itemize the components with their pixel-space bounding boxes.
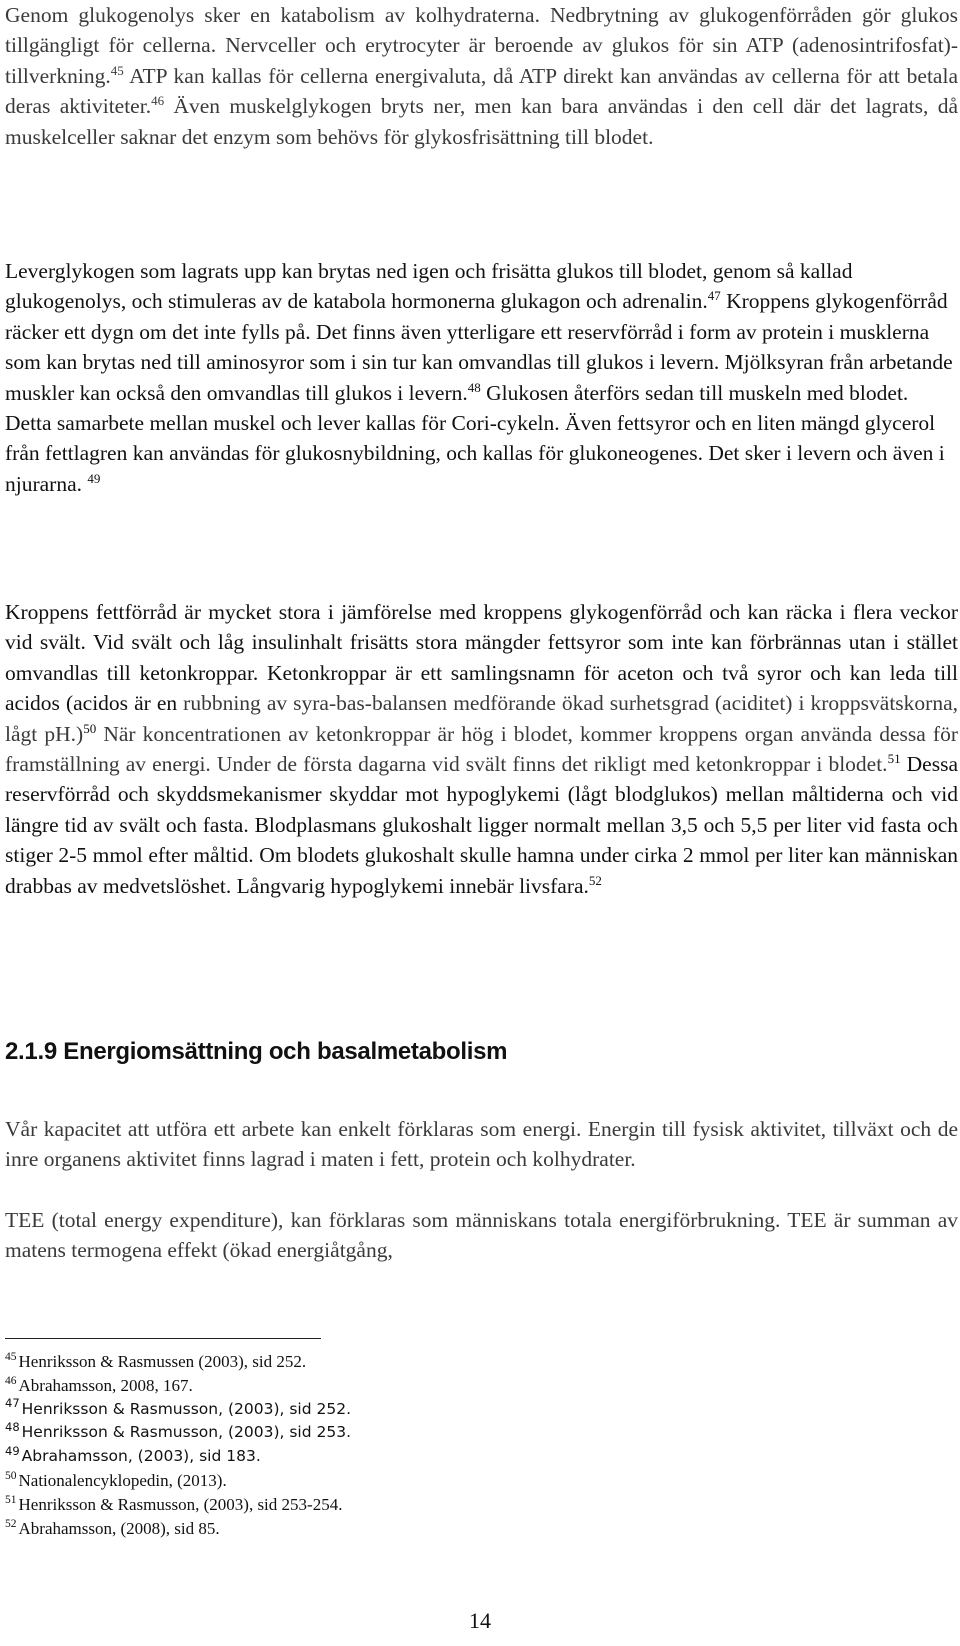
paragraph-fettforrad [5,597,958,901]
paragraph-text: Kroppens glykogenförråd räcker ett dygn om det inte fylls på. Det finns även ytterligare ett reservförråd i form av protein i musklerna som kan brytas ned till aminosyror som i sin tur kan omvandlas till glukos i levern. Mjölksyran från arbetande muskler kan också den omvandlas till glukos i levern. [5,289,953,405]
section-heading: 2.1.9 Energiomsättning och basalmetabolism [5,1038,508,1065]
footnote-divider [5,1338,321,1339]
footnote-number: 45 [5,1351,17,1364]
footnote-item [5,1517,905,1541]
paragraph-kapacitet: Vår kapacitet att utföra ett arbete kan enkelt förklaras som energi. Energin till fysisk aktivitet, tillväxt och de inre organens aktivitet finns lagrad i maten i fett, protein och kolhydrater. [5,1117,958,1172]
paragraph-text: Genom glukogenolys sker en katabolism av kolhydraterna. Nedbrytning av glukogenförråden gör glukos tillgängligt för cellerna. Nervceller och erytrocyter är beroende av glukos för sin ATP (adenosintrifosfat)-tillverkning. [5,3,958,88]
footnote-item [5,1398,905,1422]
footnote-ref[interactable]: 50 [83,720,97,736]
paragraph-text: Dessa reservförråd och skyddsmekanismer skyddar mot hypoglykemi (lågt blodglukos) mellan måltiderna och vid längre tid av svält och fasta. Blodplasmans glukoshalt ligger normalt mellan 3,5 och 5,5 per liter vid fasta och stiger 2-5 mmol efter måltid. Om blodets glukoshalt skulle hamna under cirka 2 mmol per liter kan människan drabbas av medvetslöshet. Långvarig hypoglykemi innebär livsfara. [5,752,958,898]
footnote-number: 47 [5,1396,20,1411]
footnote-ref[interactable]: 48 [467,379,481,395]
footnote-ref[interactable]: 45 [110,62,124,78]
footnote-number: 49 [5,1444,20,1459]
paragraph-text: rubbning av syra-bas-balansen medförande ökad surhetsgrad (aciditet) i kroppsvätskorna, lågt pH.) [5,691,958,746]
footnote-item [5,1350,905,1374]
paragraph-text: Leverglykogen som lagrats upp kan brytas ned igen och frisätta glukos till blodet, genom så kallad glukogenolys, och stimuleras av de katabola hormonerna glukagon och adrenalin. [5,259,853,314]
footnote-ref[interactable]: 49 [87,470,101,486]
page-number: 14 [469,1608,491,1633]
footnote-item [5,1445,905,1469]
paragraph-tee: TEE (total energy expenditure), kan förklaras som människans totala energiförbrukning. TEE är summan av matens termogena effekt (ökad energiåtgång, [5,1208,958,1263]
footnote-ref[interactable]: 52 [588,872,602,888]
footnote-ref[interactable]: 46 [151,93,165,109]
footnote-number: 48 [5,1420,20,1435]
footnote-ref[interactable]: 47 [707,288,721,304]
paragraph-glukogenolys [5,0,958,152]
footnote-item [5,1374,905,1398]
footnote-number: 52 [5,1517,17,1530]
footnote-number: 46 [5,1375,17,1388]
footnote-text: Henriksson & Rasmusson, (2003), sid 252. [21,1399,352,1418]
footnote-item [5,1421,905,1445]
paragraph-leverglykogen [5,256,958,499]
footnote-text: Nationalencyklopedin, (2013). [18,1470,227,1490]
footnote-item [5,1469,905,1493]
footnote-number: 51 [5,1494,17,1507]
footnote-text: Abrahamsson, (2003), sid 183. [21,1447,261,1466]
paragraph-text: När koncentrationen av ketonkroppar är hög i blodet, kommer kroppens organ använda dessa för framställning av energi. Under de första dagarna vid svält finns det rikligt med ketonkroppar i blodet. [5,721,958,777]
paragraph-text: Kroppens fettförråd är mycket stora i jämförelse med kroppens glykogenförråd och kan räcka i flera veckor vid svält. Vid svält och låg insulinhalt frisätts stora mängder fettsyror som inte kan förbrännas utan i stället omvandlas till ketonkroppar. Ketonkroppar är ett samlingsnamn för aceton och två syror och kan leda till acidos (acidos är en [5,600,958,716]
footnote-text: Abrahamsson, 2008, 167. [18,1375,193,1395]
footnote-text: Henriksson & Rasmussen (2003), sid 252. [18,1352,307,1371]
paragraph-text: Glukosen återförs sedan till muskeln med blodet. Detta samarbete mellan muskel och lever kallas för Cori-cykeln. Även fettsyror och en liten mängd glycerol från fettlagren kan användas för glukosnybildning, och kallas för glukoneogenes. Det sker i levern och även i njurarna. [5,380,945,496]
footnote-text: Henriksson & Rasmusson, (2003), sid 253. [21,1423,352,1442]
footnote-ref[interactable]: 51 [887,750,901,766]
footnotes [5,1350,905,1540]
paragraph-text: ATP kan kallas för cellerna energivaluta, då ATP direkt kan användas av cellerna för att betala deras aktiviteter. [5,63,958,119]
footnote-text: Abrahamsson, (2008), sid 85. [18,1518,220,1538]
footnote-text: Henriksson & Rasmusson, (2003), sid 253-254. [18,1494,343,1514]
footnote-item [5,1493,905,1517]
footnote-number: 50 [5,1470,17,1483]
paragraph-text: Även muskelglykogen bryts ner, men kan bara användas i den cell där det lagrats, då muskelceller saknar det enzym som behövs för glykosfrisättning till blodet. [5,94,958,149]
